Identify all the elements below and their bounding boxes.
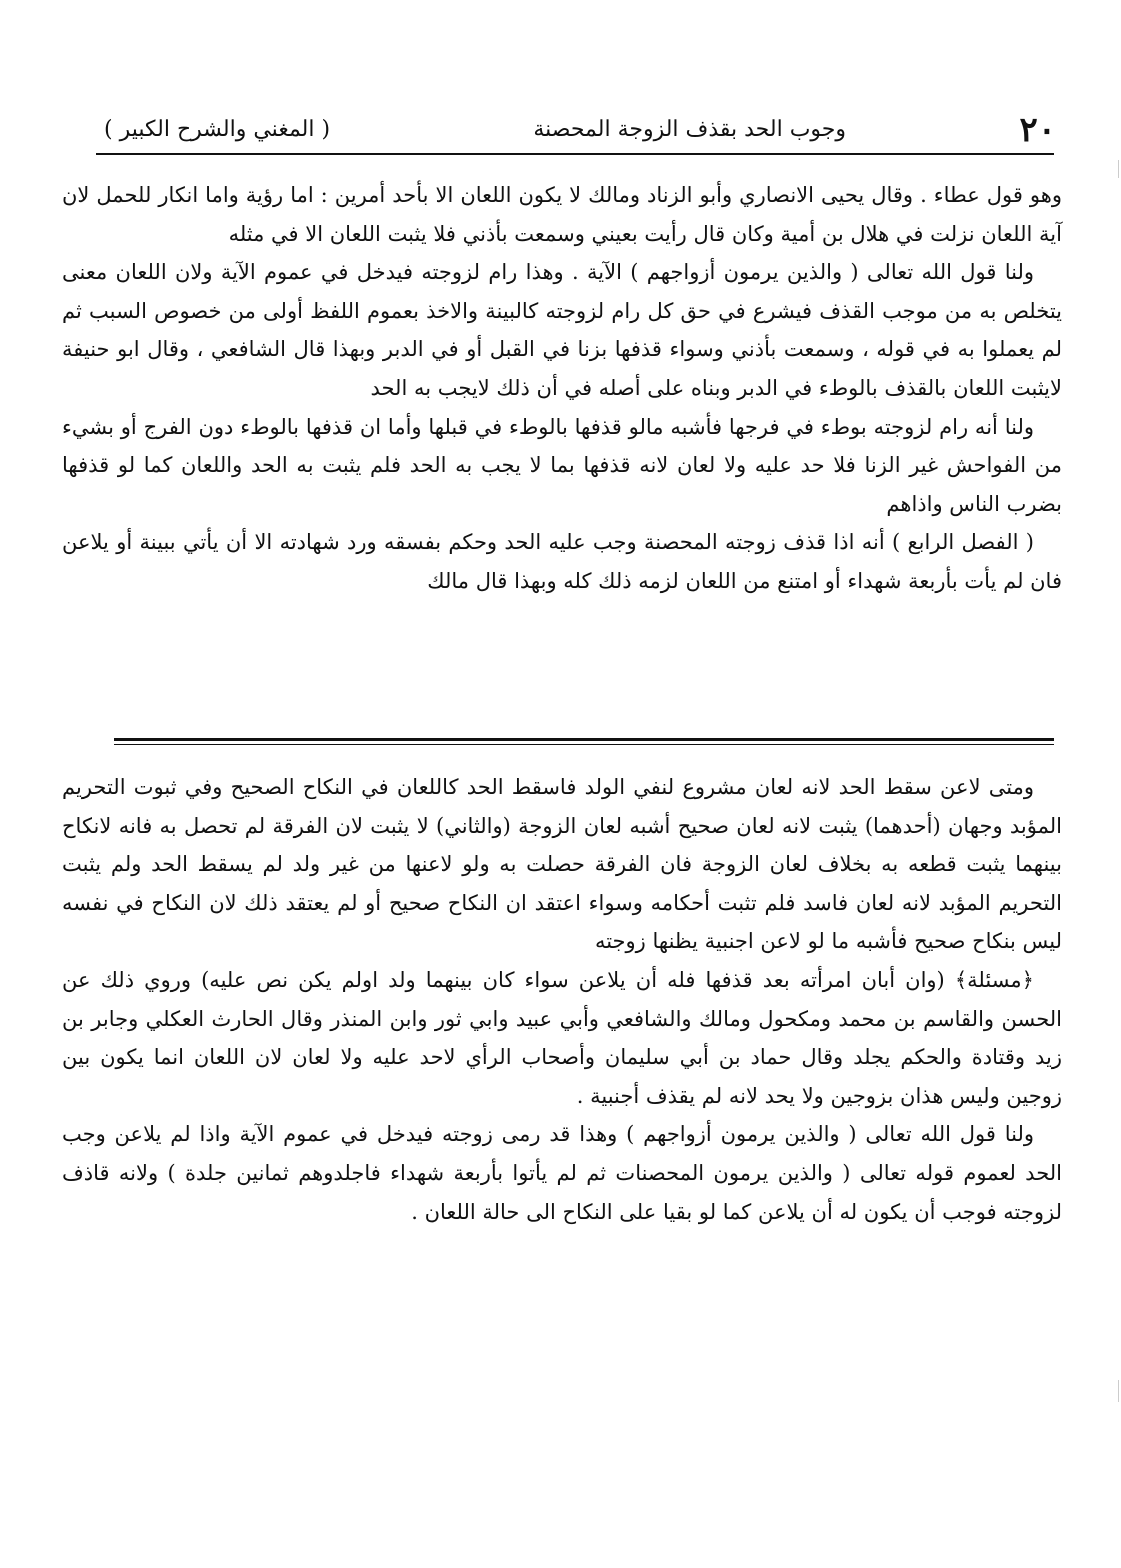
commentary-text [62,768,1062,1231]
section-divider [114,738,1054,745]
margin-mark [1118,1380,1119,1402]
paragraph: ولنا قول الله تعالى ( والذين يرمون أزواجهم ) الآية . وهذا رام لزوجته فيدخل في عموم الآية ولان اللعان معنى يتخلص به من موجب القذف فيشرع في حق كل رام لزوجته كالبينة والاخذ بعموم اللفظ أولى من خصوص السبب ثم لم يعملوا به في قوله ، وسمعت بأذني وسواء قذفها بزنا في القبل أو في الدبر وبهذا قال الشافعي ، وقال ابو حنيفة لايثبت اللعان بالقذف بالوطء في الدبر وبناه على أصله في أن ذلك لايجب به الحد [62,260,1062,400]
paragraph: ( الفصل الرابع ) أنه اذا قذف زوجته المحصنة وجب عليه الحد وحكم بفسقه ورد شهادته الا أن يأتي ببينة أو يلاعن فان لم يأت بأربعة شهداء أو امتنع من اللعان لزمه ذلك كله وبهذا قال مالك [62,530,1062,593]
margin-mark [1118,160,1119,178]
paragraph: ومتى لاعن سقط الحد لانه لعان مشروع لنفي الولد فاسقط الحد كاللعان في النكاح الصحيح وفي ثبوت التحريم المؤبد وجهان (أحدهما) يثبت لانه لعان صحيح أشبه لعان الزوجة (والثاني) لا يثبت لان الفرقة لم تحصل به فانه لانكاح بينهما يثبت قطعه به بخلاف لعان الزوجة فان الفرقة حصلت به ولو لاعنها من غير ولد لم يسقط الحد ولم يثبت التحريم المؤبد لانه لعان فاسد فلم تثبت أحكامه وسواء اعتقد ان النكاح صحيح أو لم يعتقد ذلك لان النكاح في نفسه ليس بنكاح صحيح فأشبه ما لو لاعن اجنبية يظنها زوجته [62,775,1062,954]
page-header [96,108,1056,152]
paragraph: ولنا أنه رام لزوجته بوطء في فرجها فأشبه مالو قذفها بالوطء في قبلها وأما ان قذفها بالوطء دون الفرج أو بشيء من الفواحش غير الزنا فلا حد عليه ولا لعان لانه قذفها بما لا يجب به الحد فلم يثبت به الحد واللعان كما لو قذفها بضرب الناس واذاهم [62,414,1062,516]
paragraph: ولنا قول الله تعالى ( والذين يرمون أزواجهم ) وهذا قد رمى زوجته فيدخل في عموم الآية واذا لم يلاعن وجب الحد لعموم قوله تعالى ( والذين يرمون المحصنات ثم لم يأتوا بأربعة شهداء فاجلدوهم ثمانين جلدة ) ولانه قاذف لزوجته فوجب أن يكون له أن يلاعن كما لو بقيا على النكاح الى حالة اللعان . [62,1122,1062,1224]
running-title: وجوب الحد بقذف الزوجة المحصنة [533,117,846,142]
divider-thick-line [114,738,1054,741]
paragraph: وهو قول عطاء . وقال يحيى الانصاري وأبو الزناد ومالك لا يكون اللعان الا بأحد أمرين : اما رؤية واما انكار للحمل لان آية اللعان نزلت في هلال بن أمية وكان قال رأيت بعيني وسمعت بأذني فلا يثبت اللعان الا في مثله [62,183,1062,246]
book-title: ( المغني والشرح الكبير ) [104,117,331,142]
page-number: ٢٠ [1019,110,1056,150]
paragraph: ﴿مسئلة﴾ (وان أبان امرأته بعد قذفها فله أن يلاعن سواء كان بينهما ولد اولم يكن نص عليه) وروي ذلك عن الحسن والقاسم بن محمد ومكحول ومالك والشافعي وأبي عبيد وابي ثور وابن المنذر وقال الحارث العكلي وجابر بن زيد وقتادة والحكم يجلد وقال حماد بن أبي سليمان وأصحاب الرأي لاحد عليه ولا لعان لان اللعان انما يكون بين زوجين وليس هذان بزوجين ولا يحد لانه لم يقذف أجنبية . [62,967,1062,1108]
main-text [62,176,1062,601]
header-rule [96,153,1054,155]
divider-thin-line [114,744,1054,745]
